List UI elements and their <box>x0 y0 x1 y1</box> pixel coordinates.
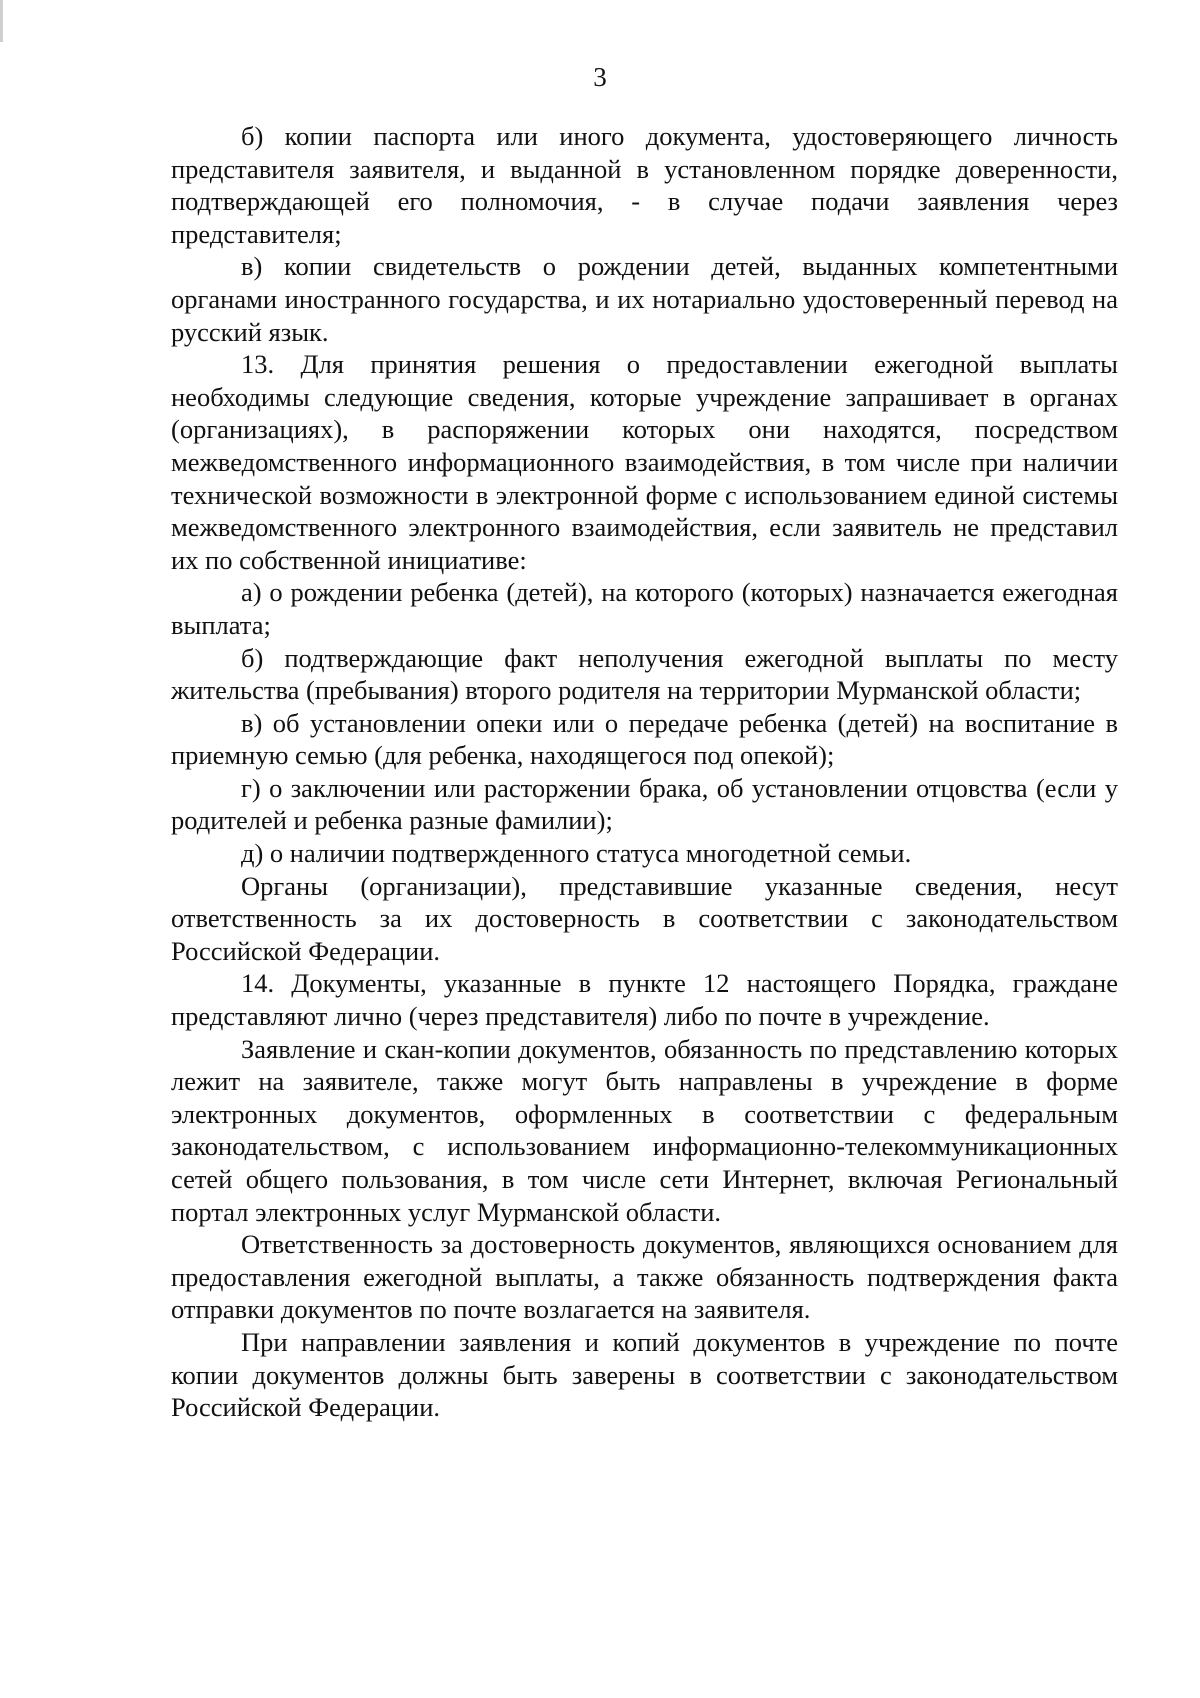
paragraph-birth-certificates: в) копии свидетельств о рождении детей, выданных компетентными органами иностранного государства, и их нотариально удостоверенный перевод на русский язык. <box>171 251 1118 347</box>
paragraph-postal-responsibility: Ответственность за достоверность документов, являющихся основанием для предоставления ежегодной выплаты, а также обязанность подтверждения факта отправки документов по почте возлагается на заявителя. <box>171 1229 1118 1325</box>
paragraph-postal-copies: При направлении заявления и копий документов в учреждение по почте копии документов должны быть заверены в соответствии с законодательством Российской Федерации. <box>171 1326 1118 1423</box>
document-body <box>171 120 1118 1424</box>
paragraph-item-d: д) о наличии подтвержденного статуса многодетной семьи. <box>241 838 912 869</box>
scan-edge-mark <box>0 0 3 42</box>
paragraph-item-g: г) о заключении или расторжении брака, об установлении отцовства (если у родителей и ребенка разные фамилии); <box>171 772 1118 836</box>
paragraph-section-14: 14. Документы, указанные в пункте 12 настоящего Порядка, граждане представляют лично (через представителя) либо по почте в учреждение. <box>171 968 1118 1032</box>
paragraph-item-v: в) об установлении опеки или о передаче ребенка (детей) на воспитание в приемную семью (для ребенка, находящегося под опекой); <box>171 707 1118 771</box>
paragraph-responsibility: Органы (организации), представившие указанные сведения, несут ответственность за их достоверность в соответствии с законодательством Российской Федерации. <box>171 870 1118 966</box>
paragraph-item-b: б) подтверждающие факт неполучения ежегодной выплаты по месту жительства (пребывания) второго родителя на территории Мурманской области; <box>171 642 1118 706</box>
paragraph-item-a: а) о рождении ребенка (детей), на которого (которых) назначается ежегодная выплата; <box>171 577 1118 640</box>
paragraph-electronic-submission: Заявление и скан-копии документов, обязанность по представлению которых лежит на заявителе, также могут быть направлены в учреждение в форме электронных документов, оформленных в соответствии с федеральным законодательством, с использованием информационно-телекоммуникационных сетей общего пользования, в том числе сети Интернет, включая Региональный портал электронных услуг Мурманской области. <box>171 1033 1118 1227</box>
page-number: 3 <box>593 62 607 92</box>
paragraph-passport-copies: б) копии паспорта или иного документа, удостоверяющего личность представителя заявителя, и выданной в установленном порядке доверенности, подтверждающей его полномочия, - в случае подачи заявления через представителя; <box>171 121 1118 249</box>
paragraph-section-13: 13. Для принятия решения о предоставлении ежегодной выплаты необходимы следующие сведения, которые учреждение запрашивает в органах (организациях), в распоряжении которых они находятся, посредством межведомственного информационного взаимодействия, в том числе при наличии технической возможности в электронной форме с использованием единой системы межведомственного электронного взаимодействия, если заявитель не представил их по собственной инициативе: <box>171 349 1118 575</box>
